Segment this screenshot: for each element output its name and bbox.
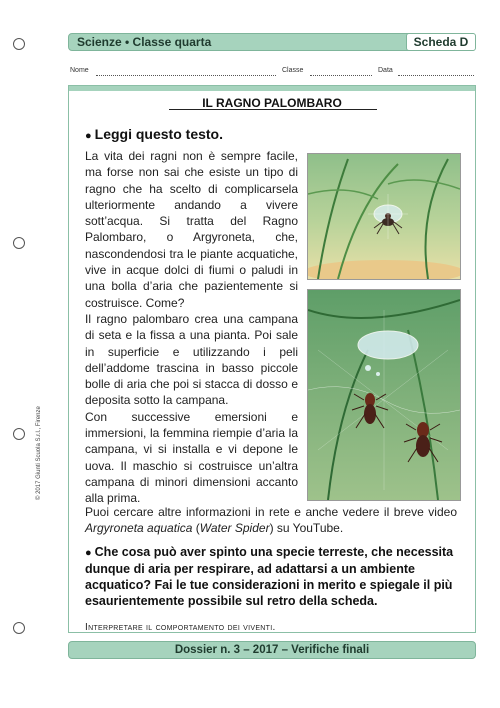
skill-label — [85, 622, 276, 633]
closing-text — [85, 504, 457, 537]
question-text: Che cosa può aver spinto una specie terreste, che necessita dunque di aria per respirare, ad adattarsi a un ambiente acquatico? Fai le tue considerazioni in merito e spiegale il più esaurientemente possibile sul retro della scheda. — [85, 545, 454, 608]
footer-bar: Dossier n. 3 – 2017 – Verifiche finali — [68, 641, 476, 659]
reading-text — [85, 148, 298, 507]
video-title: Water Spider — [199, 521, 270, 536]
header-bar — [68, 33, 476, 51]
closing-paragraph — [85, 504, 457, 537]
paragraph-2: Il ragno palombaro crea una campana di seta e la fissa a una pianta. Poi sale in superficie e utilizzando i peli dell’addome trascina in basso piccole bolle di aria che poi si stacca di dosso e deposita sotto la campana. — [85, 311, 298, 408]
spider-illustration-bottom — [307, 289, 461, 501]
name-label: Nome — [70, 67, 89, 74]
closing-paren: ( — [192, 521, 200, 536]
date-label: Data — [378, 67, 393, 74]
instruction — [85, 126, 223, 142]
bullet-icon: ● — [85, 130, 92, 142]
bullet-icon: ● — [85, 547, 92, 559]
title-underline — [169, 109, 377, 110]
paragraph-1: La vita dei ragni non è sempre facile, ma forse non sai che esiste un tipo di ragno che ha scelto di complicarsela ulteriormente andando a vivere sott’acqua. Si tratta del Ragno Palombaro, o Argyroneta, che, nascondendosi tra le piante acquatiche, vive in acque dolci di fiumi o paludi in una bolla d’aria che pazientemente si costruisce. Come? — [85, 149, 298, 310]
skill-label-text: Interpretare il comportamento dei viventi. — [85, 622, 276, 633]
closing-prefix: Puoi cercare altre informazioni in rete e anche vedere il breve video — [85, 505, 457, 519]
binder-hole — [13, 428, 25, 440]
spider-illustration-top — [307, 153, 461, 280]
class-field[interactable] — [310, 70, 372, 76]
binder-hole — [13, 622, 25, 634]
scheda-label: Scheda D — [406, 33, 476, 51]
binder-hole — [13, 38, 25, 50]
closing-suffix: ) su YouTube. — [269, 521, 344, 536]
name-field[interactable] — [96, 70, 276, 76]
binder-hole — [13, 237, 25, 249]
instruction-text: Leggi questo testo. — [94, 126, 223, 142]
date-field[interactable] — [398, 70, 474, 76]
worksheet-panel — [68, 85, 476, 633]
worksheet-title: IL RAGNO PALOMBARO — [202, 96, 342, 110]
class-label: Classe — [282, 67, 304, 74]
question — [85, 544, 457, 609]
species-name: Argyroneta aquatica — [85, 521, 193, 536]
panel-top-stripe — [69, 86, 475, 91]
copyright-note: © 2017 Giunti Scuola S.r.l., Firenze — [36, 406, 42, 500]
paragraph-3: Con successive emersioni e immersioni, la femmina riempie d’aria la campana, vi si installa e vi depone le uova. Il maschio si costruisce un’altra campana di minori dimensioni accanto alla prima. — [85, 409, 298, 506]
subject-label: Scienze • Classe quarta — [77, 35, 212, 49]
